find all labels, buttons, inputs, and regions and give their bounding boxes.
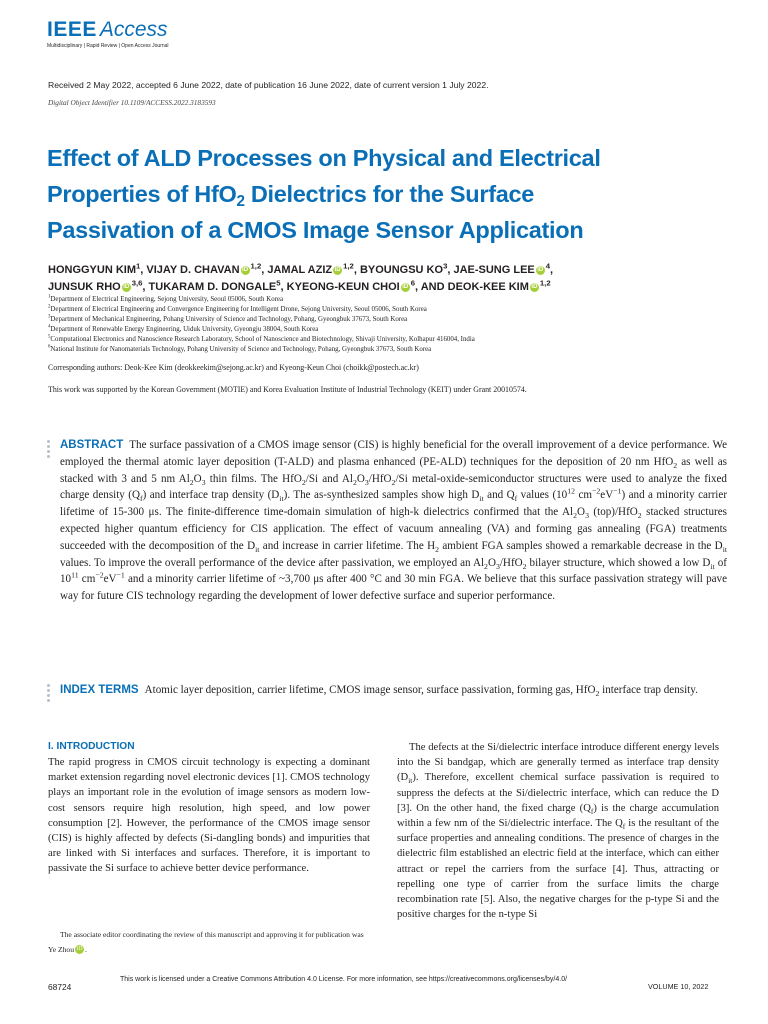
affiliation: $^5$Computational Electronics and Nanoscience Research Laboratory, School of Nanoscience and Biotechnology, Shivaji University, Kolhapur 416004, India [48,334,475,343]
editor-footnote: The associate editor coordinating the review of this manuscript and approving it for publication was Ye Zhou iD . [48,930,364,954]
author-name: JAE-SUNG LEE [453,264,535,276]
author-line-2: JUNSUK RHO iD $^{3,6}$, TUKARAM D. DONGALE$^5$, KYEONG-KEUN CHOI iD $^6$, AND DEOK-KEE KIM iD $^{1,2}$ [48,278,551,293]
author-line-1: HONGGYUN KIM$^1$, VIJAY D. CHAVAN iD $^{1,2}$, JAMAL AZIZ iD $^{1,2}$, BYOUNGSU $KO^3$, JAE-SUNG LEE iD $^4$, [48,261,554,276]
orcid-icon[interactable]: iD [537,267,544,273]
section-marker-icon [47,440,51,460]
publication-dates: Received 2 May 2022, accepted 6 June 2022, date of publication 16 June 2022, date of current version 1 July 2022. [48,80,489,90]
page-number: 68724 [48,982,72,992]
affiliation: $^6$National Institute for Nanomaterials Technology, Pohang University of Science and Technology, Pohang, Gyeongbuk 37673, South Korea [48,344,432,353]
author-list [48,262,728,296]
orcid-icon[interactable]: iD [402,284,409,290]
author-name: JUNSUK RHO [48,281,121,293]
index-terms: INDEX TERMS Atomic layer deposition, carrier lifetime, CMOS image sensor, surface passivation, forming gas, HfO$_2$ interface trap density. [60,684,698,699]
orcid-icon[interactable]: iD [531,284,538,290]
paper-title [47,140,727,248]
author-name: KYEONG-KEUN CHOI [286,281,400,293]
abstract-heading: ABSTRACT [60,439,124,451]
author-name: TUKARAM D. DONGALE [148,281,277,293]
right-column [397,740,719,922]
index-terms-heading: INDEX TERMS [60,684,139,696]
affiliation: $^3$Department of Mechanical Engineering, Pohang University of Science and Technology, Pohang, Gyeongbuk 37673, South Korea [48,314,408,323]
author-name: BYOUNGSU KO [359,264,444,276]
section-marker-icon [47,684,51,704]
orcid-icon[interactable]: iD [123,284,130,290]
body-paragraph: The defects at the Si/dielectric interface introduce different energy levels into the Si bandgap, which are generally termed as interface trap density $(D_{it})$. Therefore, excellent chemical surface passivation is required to suppress the defects at the Si/dielectric interface, which can reduce the D [3]. On the other hand, the fixed charge $(Q_f)$ is the charge accumulation within a few nm of the Si/dielectric interface. The $Q_f$ is the resultant of the surface properties and annealing conditions. The presence of charges in the dielectric film established an electric field at the interface, which can either attract or repel the carriers from the surface [4]. Thus, attracting or repelling one type of carrier from the surface limits the charge recombination rate [5]. Also, the negative charges for the p-type Si and the positive charges for the n-type Si [397,742,720,921]
journal-name-bold: IEEE [47,18,97,41]
affiliation: $^4$Department of Renewable Energy Engineering, Uiduk University, Gyeongju 38004, South Korea [48,324,319,333]
author-name: JAMAL AZIZ [267,264,333,276]
orcid-icon[interactable]: iD [242,267,249,273]
affiliations [48,295,728,354]
body-paragraph: The rapid progress in CMOS circuit technology is expecting a dominant market extension regarding novel electronic devices [1]. CMOS technology plays an important role in the evolution of image sensors as modern low-cost sensors require high resolution, high speed, and low power consumption [2]. However, the performance of the CMOS image sensor (CIS) is highly affected by defects (Si-dangling bonds) and impurities that are linked with Si interfaces and surfaces. Therefore, it is important to passivate the Si surface to achieve better device performance. [48,757,370,875]
title-line-3: Passivation of a CMOS Image Sensor Application [47,217,584,243]
author-name: HONGGYUN KIM [48,264,136,276]
orcid-icon[interactable]: iD [334,267,341,273]
title-line-1: Effect of ALD Processes on Physical and Electrical [47,145,601,171]
left-column [48,740,370,877]
doi: Digital Object Identifier 10.1109/ACCESS.2022.3183593 [48,98,216,107]
funding-statement: This work was supported by the Korean Government (MOTIE) and Korea Evaluation Institute of Industrial Technology (KEIT) under Grant 20010574. [48,385,527,394]
volume-label: VOLUME 10, 2022 [648,982,709,991]
affiliation: $^1$Department of Electrical Engineering, Sejong University, Seoul 05006, South Korea [48,294,284,303]
license-notice: This work is licensed under a Creative Commons Attribution 4.0 License. For more information, see https://creativecommons.org/licenses/by/4.0/ [120,976,568,983]
corresponding-authors: Corresponding authors: Deok-Kee Kim (deokkeekim@sejong.ac.kr) and Kyeong-Keun Choi (choikk@postech.ac.kr) [48,363,419,372]
journal-logo [47,18,169,49]
abstract: ABSTRACT The surface passivation of a CMOS image sensor (CIS) is highly beneficial for the overall improvement of a device performance. We employed the thermal atomic layer deposition (T-ALD) and plasma enhanced (PE-ALD) techniques for the deposition of 20 nm HfO$_2$ as well as stacked with 3 and 5 nm $Al_2O_3$ thin films. The HfO$_2$/Si and $Al_2O_3/HfO_2/Si$ metal-oxide-semiconductor structures were used to analyze the fixed charge density $(Q_f)$ and interface trap density $(D_{it})$. The as-synthesized samples show high $D_{it}$ and $Q_f$ values ($10^{12}$ $cm^{-2}eV^{-1}$) and a minority carrier lifetime of 15-300 μs. The finite-difference time-domain simulation of high-k dielectrics confirmed that the $Al_2O_3$ (top)/HfO$_2$ stacked structures expected higher quantum efficiency for CIS application. The effect of vacuum annealing (VA) and forming gas annealing (FGA) treatments succeeded with the decomposition of the $D_{it}$ and increase in carrier lifetime. The $H_2$ ambient FGA samples showed a remarkable decrease in the $D_{it}$ values. To improve the overall performance of the device after passivation, we employed an $Al_2O_3/HfO_2$ bilayer structure, which showed a low $D_{it}$ of $10^{11}$ $cm^{-2}eV^{-1}$ and a minority carrier lifetime of ~3,700 μs after 400 °C and 30 min FGA. We believe that this surface passivation strategy will pave way for future CIS technology regarding the development of lower defective surface and superior performance. [60,439,728,603]
affiliation: $^2$Department of Electrical Engineering and Convergence Engineering for Intelligent Drone, Sejong University, Seoul 05006, South Korea [48,304,427,313]
author-name: DEOK-KEE KIM [447,281,529,293]
section-heading: I. INTRODUCTION [48,741,135,752]
author-name: VIJAY D. CHAVAN [146,264,240,276]
journal-name-italic: Access [99,18,168,41]
orcid-icon[interactable]: iD [76,945,83,952]
journal-tagline: Multidisciplinary | Rapid Review | Open Access Journal [47,43,169,49]
title-line-2: Properties of HfO$_2$ Dielectrics for the Surface [47,181,535,210]
